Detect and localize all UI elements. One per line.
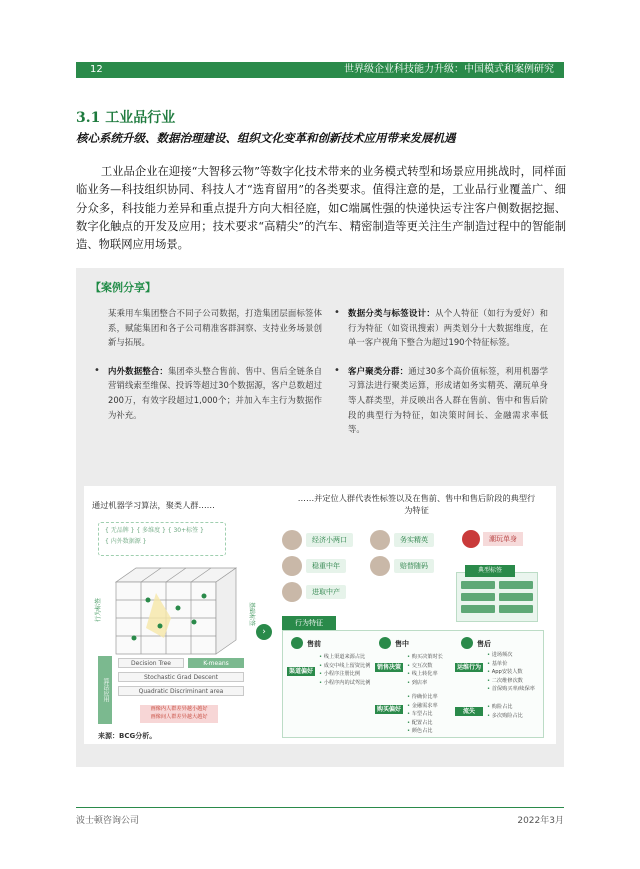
persona-highlight: [462, 530, 523, 548]
avatar: [282, 530, 302, 550]
tag-chip: [461, 605, 495, 613]
section-subtitle: 核心系统升级、数据治理建设、组织文化变革和创新技术应用带来发展机遇: [76, 131, 456, 145]
list-item: • 小程序注册比例: [319, 670, 370, 679]
list-item: • 成交中线上留资比例: [319, 662, 370, 671]
avatar: [282, 582, 302, 602]
cube-label-basic: 基础标签: [248, 602, 255, 627]
list-item: • 基单价: [487, 660, 535, 669]
bullet-title: 数据分类与标签设计：: [348, 308, 436, 318]
behavior-label: 行为特征: [282, 616, 336, 630]
phase-pre: 售前: [307, 640, 321, 648]
typical-tags-header: 典型标签: [465, 565, 515, 577]
wrench-icon: [461, 637, 473, 649]
mid-list-1: [407, 653, 443, 687]
persona-item: [370, 556, 434, 576]
cart-icon: [291, 637, 303, 649]
list-item: • 交互次数: [407, 662, 443, 671]
list-item: • 线上转化率: [407, 670, 443, 679]
list-item: • 首保购买率/续保率: [487, 685, 535, 694]
list-item: • 颜色占比: [407, 727, 438, 736]
persona-item: [282, 530, 353, 550]
report-title: 世界级企业科技能力升级：中国模式和案例研究: [344, 64, 554, 75]
list-item: • 购险占比: [487, 703, 523, 712]
persona-label: 稳重中年: [306, 559, 346, 573]
algo-sgd: Stochastic Grad Descent: [118, 672, 244, 682]
list-item: • 线上渠道来源占比: [319, 653, 370, 662]
case-left-column: [94, 306, 322, 422]
persona-item: [282, 582, 346, 602]
case-study-box: [76, 268, 564, 767]
tag: { 内外数据源 }: [105, 538, 147, 545]
tag-finance: 购买偏好: [376, 706, 401, 713]
persona-item: [282, 556, 346, 576]
persona-label: 务实精英: [394, 533, 434, 547]
case-right-column: [334, 306, 548, 437]
bullet-text: 通过30多个高价值标签，利用机器学习算法进行聚类运算，形成诸如务实精英、潮玩单身等人群类型，并反映出各人群在售前、售中和售后阶段的典型行为特征，如决策时间长、金融需求率低等。: [348, 365, 549, 435]
list-item: • 小程序内的试驾比例: [319, 679, 370, 688]
source-note: 来源：BCG分析。: [98, 732, 157, 740]
bullet-title: 客户聚类分群：: [348, 365, 409, 376]
bullet-text: 从个人特征（如行为爱好）和行为特征（如资讯搜索）两类划分十大数据维度，在单一客户视角下整合为超过190个特征标签。: [348, 308, 549, 348]
data-cube: [86, 558, 261, 658]
typical-tags-box: [456, 567, 538, 622]
algo-side-label: 算法应用: [98, 656, 112, 724]
list-item: • 配置占比: [407, 719, 438, 728]
mid-list-2: [407, 693, 438, 736]
algo-objective: [140, 705, 218, 723]
persona-item: [370, 530, 434, 550]
case-label: 【案例分享】: [90, 281, 156, 294]
case-left-intro: 某乘用车集团整合不同子公司数据，打造集团层面标签体系，赋能集团和各子公司精准客群洞察、支持业务场景创新与拓展。: [108, 308, 322, 348]
persona-label: 经济小两口: [306, 533, 353, 547]
case-left-bullet: [94, 364, 322, 422]
objective-line: 画像间人群差异越大越好: [150, 714, 208, 720]
case-right-bullet-1: [334, 306, 548, 350]
persona-label: 潮玩单身: [483, 532, 523, 546]
tag: { 多维度 }: [136, 527, 166, 534]
tag-chip: [461, 581, 495, 589]
footer-company: 波士顿咨询公司: [76, 816, 140, 826]
algo-decision-tree: Decision Tree: [118, 658, 184, 668]
diagram-left-title: 通过机器学习算法，聚类人群……: [92, 500, 215, 510]
list-item: • 车型占比: [407, 710, 438, 719]
diagram-right-title: ……并定位人群代表性标签以及在售前、售中和售后阶段的典型行为特征: [297, 493, 536, 515]
algo-kmeans: K-means: [188, 658, 244, 668]
list-item: • 金融需求率: [407, 702, 438, 711]
phase-mid: 售中: [395, 640, 409, 648]
behavior-panel: [282, 630, 544, 738]
list-item: • 待确价比率: [407, 693, 438, 702]
list-item: • 二次维修次数: [487, 677, 535, 686]
persona-label: 进取中产: [306, 585, 346, 599]
clustering-diagram: [84, 486, 556, 744]
arrow-right-icon: ›: [256, 624, 272, 640]
algo-qda: Quadratic Discriminant area: [118, 686, 244, 696]
tag-chip: [499, 605, 533, 613]
algorithm-panel: [98, 656, 248, 724]
cube-label-behavior: 行为标签: [95, 597, 102, 622]
tag: { 无品牌 }: [105, 527, 135, 534]
list-item: • 购买决策时长: [407, 653, 443, 662]
dashed-tag-box: [98, 522, 226, 556]
list-item: • 到店率: [407, 679, 443, 688]
persona-label: 赔替随码: [394, 559, 434, 573]
money-icon: [379, 637, 391, 649]
tag-ops: 运维行为: [456, 664, 481, 671]
case-right-bullet-2: [334, 364, 548, 437]
footer-date: 2022年3月: [517, 816, 564, 826]
tag-chip: [461, 593, 495, 601]
post-list-1: [487, 651, 535, 694]
footer-divider: [76, 807, 564, 808]
bullet-title: 内外数据整合：: [108, 365, 168, 376]
list-item: • App安装人数: [487, 668, 535, 677]
list-item: • 多次购险占比: [487, 712, 523, 721]
tag-chip: [499, 581, 533, 589]
section-title: 3.1 工业品行业: [76, 110, 176, 126]
tag-chip: [499, 593, 533, 601]
bullet-text: 集团牵头整合售前、售中、售后全链条自营销线索至维保、投诉等超过30个数据源，客户总数超过200万，有效字段超过1,000个；并加入车主行为数据作为补充。: [108, 365, 323, 420]
objective-line: 画像内人群差异越小越好: [150, 706, 208, 712]
list-item: • 进场频次: [487, 651, 535, 660]
page-number: 12: [90, 64, 103, 75]
avatar: [282, 556, 302, 576]
pre-list: [319, 653, 370, 687]
tag-churn: 流失: [455, 707, 483, 716]
tag: { 30+标签 }: [167, 527, 204, 534]
phase-post: 售后: [477, 640, 491, 648]
tag-sales: 销售决策: [376, 664, 401, 671]
header-bar: [76, 62, 564, 78]
intro-paragraph: 工业品企业在迎接“大智移云物”等数字化技术带来的业务模式转型和场景应用挑战时，同样面临业务—科技组织协同、科技人才“选育留用”的各类要求。值得注意的是，工业品行业覆盖广、细分众多，科技能力差异和重点提升方向大相径庭，如C端属性强的快递快运专注客户侧数据挖掘、数字化触点的开发及应用；技术要求“高精尖”的汽车、精密制造等更关注生产制造过程中的智能制造、物联网应用场景。: [76, 165, 566, 252]
avatar: [370, 530, 390, 550]
cube-graphic: [86, 558, 261, 658]
avatar: [462, 530, 480, 548]
avatar: [370, 556, 390, 576]
post-list-2: [487, 703, 523, 720]
tag-channel: 渠道偏好: [288, 668, 313, 675]
